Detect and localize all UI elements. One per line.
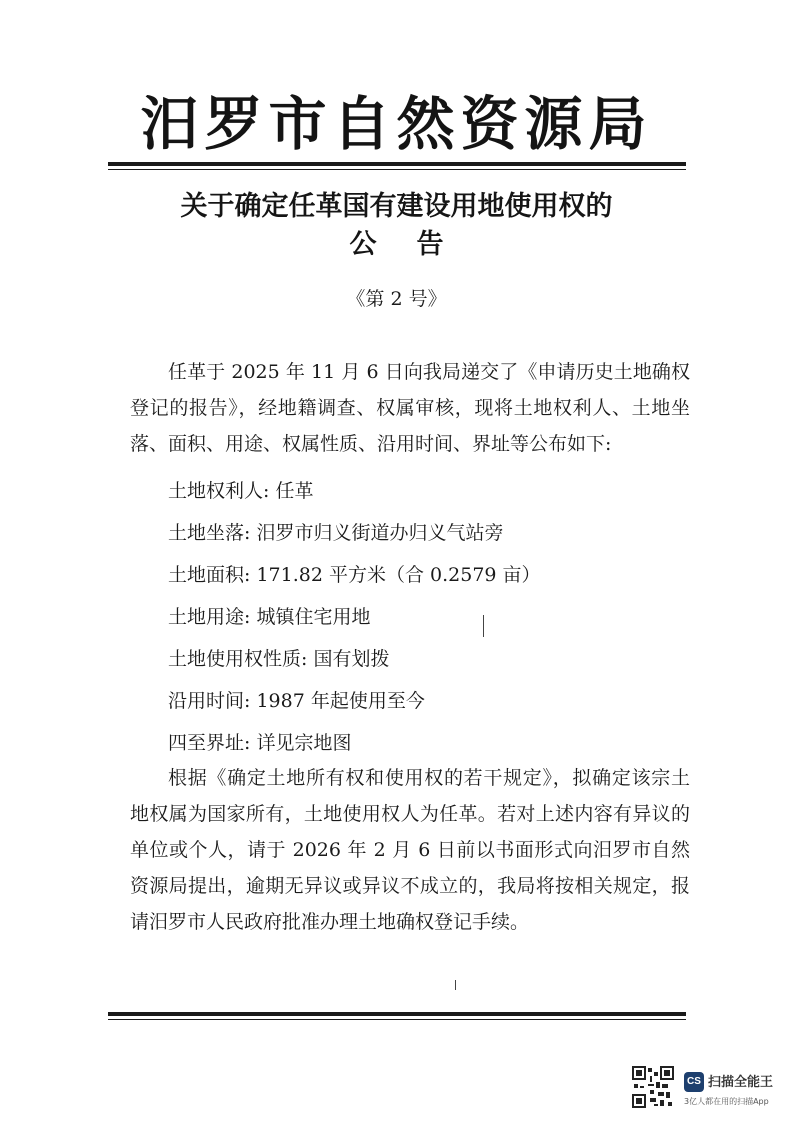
letterhead-divider-thin	[108, 169, 686, 170]
scan-speck	[483, 615, 484, 637]
scanner-tagline: 3亿人都在用的扫描App	[684, 1097, 769, 1106]
field-label: 沿用时间:	[168, 690, 251, 712]
field-land-location	[130, 512, 690, 554]
field-label: 土地用途:	[168, 606, 251, 628]
scanner-logo-badge: CS	[684, 1072, 704, 1092]
field-value: 城镇住宅用地	[256, 606, 371, 628]
field-land-area	[130, 554, 690, 596]
field-label: 四至界址:	[168, 732, 251, 754]
letterhead-divider-thick	[108, 162, 686, 166]
field-value: 汨罗市归义街道办归义气站旁	[256, 522, 504, 544]
field-land-use	[130, 596, 690, 638]
field-usage-period	[130, 680, 690, 722]
field-value: 任革	[275, 480, 314, 502]
intro-section	[130, 354, 690, 462]
letterhead: 汨罗市自然资源局	[140, 90, 653, 158]
field-value: 国有划拨	[313, 648, 390, 670]
field-value: 171.82 平方米（合 0.2579 亩）	[256, 564, 541, 586]
field-label: 土地权利人:	[168, 480, 270, 502]
land-info-list	[130, 470, 690, 764]
notice-title-subtitle: 公告	[349, 229, 484, 260]
intro-paragraph: 任革于 2025 年 11 月 6 日向我局递交了《申请历史土地确权登记的报告》，经地籍调查、权属审核，现将土地权利人、土地坐落、面积、用途、权属性质、沿用时间、界址等公布如下:	[130, 361, 690, 455]
field-label: 土地面积:	[168, 564, 251, 586]
closing-section	[130, 760, 690, 940]
footer-divider-thick	[108, 1012, 686, 1016]
closing-paragraph: 根据《确定土地所有权和使用权的若干规定》，拟确定该宗土地权属为国家所有，土地使用权人为任革。若对上述内容有异议的单位或个人，请于 2026 年 2 月 6 日前以书面形式向汨罗市自然资源局提出，逾期无异议或异议不成立的，我局将按相关规定，报请汨罗市人民政府批准办理土地确权登记手续。	[130, 767, 690, 933]
field-value: 1987 年起使用至今	[256, 690, 425, 712]
scanner-watermark	[632, 1066, 782, 1110]
field-value: 详见宗地图	[256, 732, 352, 754]
field-label: 土地使用权性质:	[168, 648, 308, 670]
notice-title: 关于确定任革国有建设用地使用权的	[180, 191, 613, 222]
field-label: 土地坐落:	[168, 522, 251, 544]
field-land-right-holder	[130, 470, 690, 512]
scan-speck	[455, 980, 456, 990]
field-land-right-nature	[130, 638, 690, 680]
qr-code-icon	[632, 1066, 674, 1108]
document-number: 《第 2 号》	[346, 288, 447, 310]
field-boundaries	[130, 722, 690, 764]
scanner-app-name: 扫描全能王	[708, 1075, 774, 1090]
footer-divider-thin	[108, 1019, 686, 1020]
